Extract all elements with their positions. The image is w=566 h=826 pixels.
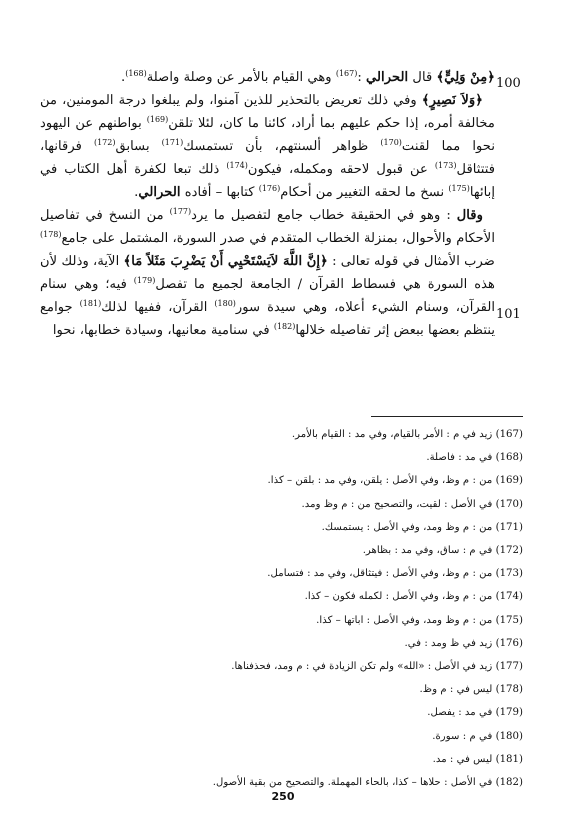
footnote-ref[interactable]: (177) bbox=[169, 207, 192, 216]
footnote-175: (175) من : م وظ ومد، وفي الأصل : اباتها – كذا. bbox=[316, 614, 523, 626]
footnote-ref[interactable]: (170) bbox=[380, 138, 402, 147]
author-name: الحرالي bbox=[138, 185, 181, 200]
footnote-ref[interactable]: (179) bbox=[133, 276, 156, 285]
footnote-ref[interactable]: (169) bbox=[146, 115, 169, 124]
footnote-174: (174) من : م وظ، وفي الأصل : لكمله فكون – كذا. bbox=[304, 591, 523, 603]
footnote-171: (171) من : م وظ ومد، وفي الأصل : يستمسك. bbox=[321, 521, 523, 533]
footnote-ref[interactable]: (174) bbox=[226, 161, 248, 170]
footnote-172: (172) في م : ساق، وفي مد : بظاهر. bbox=[362, 545, 523, 557]
margin-number: 100 bbox=[496, 76, 521, 91]
footnote-ref[interactable]: (171) bbox=[161, 138, 184, 147]
footnote-176: (176) زيد في ظ ومد : في. bbox=[404, 637, 523, 649]
footnote-ref[interactable]: (173) bbox=[434, 161, 457, 170]
footnote-181: (181) ليس في : مد. bbox=[432, 753, 523, 765]
paragraph-1: ﴿مِنْ وَلِيٍّ﴾ قال الحرالي :$^{(167)}$ وهي القيام بالأمر عن وصلة واصلة$^{(168)}$. bbox=[121, 69, 495, 85]
quran-citation: ﴿مِنْ وَلِيٍّ﴾ bbox=[436, 70, 495, 85]
footnote-ref[interactable]: (178) bbox=[40, 230, 62, 239]
footnote-ref[interactable]: (175) bbox=[448, 184, 470, 193]
main-text bbox=[40, 66, 495, 342]
footnote-ref[interactable]: (180) bbox=[214, 299, 236, 308]
margin-number: 101 bbox=[496, 307, 521, 322]
footnote-167: (167) زيد في م : الأمر بالقيام، وفي مد : القيام بالأمر. bbox=[291, 429, 523, 440]
footnote-169: (169) من : م وظ، وفي الأصل : يلقن، وفي مد : بلقن – كذا. bbox=[267, 475, 523, 487]
footnote-168: (168) في مد : فاصلة. bbox=[426, 452, 523, 464]
footnote-180: (180) في م : سورة. bbox=[432, 730, 523, 742]
paragraph-3: وقال : وهو في الحقيقة خطاب جامع لتفصيل ما يرد$^{(177)}$ من النسخ في تفاصيل الأحكام والأحوال، بمنزلة الخطاب المتقدم في صدر السورة، المشتمل على جامع$^{(178)}$ ضرب الأمثال في قوله تعالى : ﴿إِنَّ اللَّهَ لاَيَسْتَحْيِي أَنْ يَضْرِبَ مَثَلاً مَا﴾ الآية، وذلك لأن هذه السورة هي فسطاط القرآن / الجامعة لجميع ما تفصل$^{(179)}$ فيه؛ وهي سنام القرآن، وسنام الشيء أعلاه، وهي سيدة سور$^{(180)}$ القرآن، ففيها لذلك$^{(181)}$ جوامع ينتظم بعضها ببعض إثر تفاصيله خلالها$^{(182)}$ في سنامية معانيها، وسيادة خطابها، نحوا bbox=[40, 207, 496, 338]
footnotes bbox=[40, 423, 523, 794]
footnote-170: (170) في الأصل : لقيت، والتصحيح من : م وظ ومد. bbox=[301, 498, 523, 510]
author-name: الحرالي bbox=[366, 70, 409, 85]
quran-citation: ﴿وَلاَ نَصِيرٍ﴾ bbox=[421, 93, 483, 108]
quran-citation: ﴿إِنَّ اللَّهَ لاَيَسْتَحْيِي أَنْ يَضْرِبَ مَثَلاً مَا﴾ bbox=[123, 254, 328, 269]
footnote-ref[interactable]: (168) bbox=[125, 69, 147, 78]
footnote-173: (173) من : م وظ، وفي الأصل : فيتثاقل، وفي مد : فتسامل. bbox=[267, 568, 523, 580]
footnote-ref[interactable]: (172) bbox=[93, 138, 116, 147]
footnote-178: (178) ليس في : م وظ. bbox=[419, 684, 523, 696]
footnote-179: (179) في مد : يفصل. bbox=[427, 707, 523, 719]
page-number: 250 bbox=[271, 790, 295, 803]
paragraph-2: ﴿وَلاَ نَصِيرٍ﴾ وفي ذلك تعريض بالتحذير للذين آمنوا، ولم يبلغوا درجة المومنين، من مخالفة أمره، إذا حكم عليهم بما أراد، كائنا ما كان، لئلا تلقن$^{(169)}$ بواطنهم عن اليهود نحوا مما لقنت$^{(170)}$ ظواهر ألسنتهم، بأن تستمسك$^{(171)}$ بسابق$^{(172)}$ فرقانها، فتتثاقل$^{(173)}$ عن قبول لاحقه ومكمله، فيكون$^{(174)}$ ذلك تبعا لكفرة أهل الكتاب في إبائها$^{(175)}$ نسخ ما لحقه التغيير من أحكام$^{(176)}$ كتابها – أفاده الحرالي. bbox=[40, 93, 496, 200]
footnote-177: (177) زيد في الأصل : «الله» ولم تكن الزيادة في : م ومد، فحذفناها. bbox=[231, 661, 523, 673]
footnote-separator bbox=[371, 416, 523, 417]
footnote-ref[interactable]: (176) bbox=[258, 184, 281, 193]
footnote-ref[interactable]: (182) bbox=[273, 322, 296, 331]
footnote-ref[interactable]: (167) bbox=[335, 69, 358, 78]
footnote-182: (182) في الأصل : حلاها – كذا، بالحاء المهملة. والتصحيح من بقية الأصول. bbox=[212, 777, 523, 789]
footnote-ref[interactable]: (181) bbox=[79, 299, 102, 308]
paragraph-lead: وقال bbox=[456, 208, 483, 223]
